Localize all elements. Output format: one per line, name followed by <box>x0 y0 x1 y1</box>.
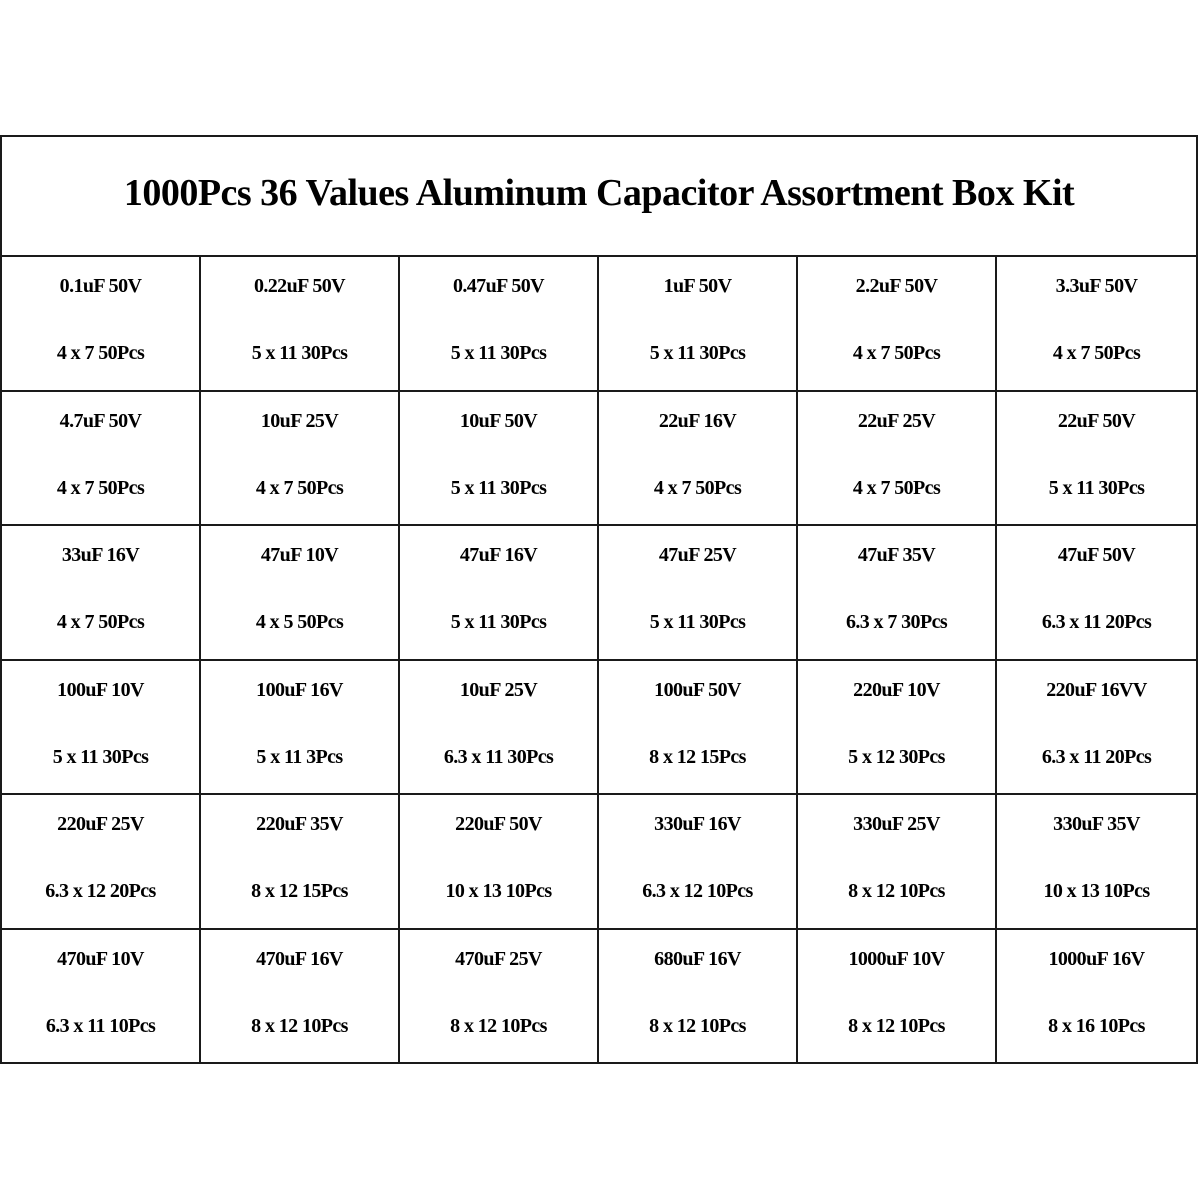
capacitor-cell <box>201 930 400 1065</box>
size-quantity-label: 5 x 12 30Pcs <box>848 745 945 768</box>
capacitance-voltage-label: 220uF 50V <box>455 813 542 835</box>
capacitance-voltage-label: 47uF 35V <box>857 544 936 566</box>
capacitor-cell <box>798 661 997 796</box>
capacitor-cell <box>997 392 1196 527</box>
capacitor-cell <box>201 392 400 527</box>
capacitor-cell <box>599 661 798 796</box>
capacitance-voltage-label: 0.22uF 50V <box>253 275 346 297</box>
capacitance-voltage-label: 220uF 35V <box>256 813 343 835</box>
capacitance-voltage-label: 47uF 50V <box>1057 544 1136 566</box>
capacitor-cell <box>798 257 997 392</box>
capacitor-cell <box>2 526 201 661</box>
capacitance-voltage-label: 33uF 16V <box>61 544 140 566</box>
capacitance-voltage-label: 330uF 25V <box>853 813 940 835</box>
capacitor-cell <box>997 526 1196 661</box>
capacitance-voltage-label: 47uF 16V <box>459 544 538 566</box>
capacitor-cell <box>798 930 997 1065</box>
capacitance-voltage-label: 10uF 25V <box>459 678 538 701</box>
size-quantity-label: 5 x 11 30Pcs <box>649 342 746 364</box>
size-quantity-label: 8 x 12 10Pcs <box>251 1014 348 1037</box>
capacitor-cell <box>599 526 798 661</box>
capacitor-cell <box>599 795 798 930</box>
size-quantity-label: 5 x 11 3Pcs <box>256 745 343 768</box>
capacitance-voltage-label: 220uF 16VV <box>1046 678 1147 701</box>
size-quantity-label: 8 x 12 10Pcs <box>848 880 945 902</box>
size-quantity-label: 8 x 12 10Pcs <box>848 1014 945 1037</box>
capacitance-voltage-label: 1000uF 10V <box>848 947 945 970</box>
capacitor-cell <box>997 795 1196 930</box>
capacitance-voltage-label: 330uF 16V <box>654 813 741 835</box>
capacitance-voltage-label: 47uF 10V <box>260 544 339 566</box>
capacitance-voltage-label: 220uF 10V <box>853 678 940 701</box>
title-row <box>2 137 1196 257</box>
size-quantity-label: 4 x 5 50Pcs <box>255 611 344 633</box>
size-quantity-label: 10 x 13 10Pcs <box>445 880 552 902</box>
capacitance-voltage-label: 10uF 25V <box>260 409 339 432</box>
capacitance-voltage-label: 0.1uF 50V <box>59 275 142 297</box>
size-quantity-label: 4 x 7 50Pcs <box>852 342 941 364</box>
size-quantity-label: 4 x 7 50Pcs <box>1052 342 1141 364</box>
size-quantity-label: 4 x 7 50Pcs <box>255 476 344 499</box>
capacitor-cell <box>400 526 599 661</box>
size-quantity-label: 4 x 7 50Pcs <box>56 342 145 364</box>
capacitor-cell <box>2 392 201 527</box>
capacitance-voltage-label: 2.2uF 50V <box>855 275 938 297</box>
size-quantity-label: 6.3 x 12 10Pcs <box>642 880 753 902</box>
capacitance-voltage-label: 220uF 25V <box>57 813 144 835</box>
size-quantity-label: 6.3 x 11 20Pcs <box>1041 745 1152 768</box>
size-quantity-label: 6.3 x 7 30Pcs <box>845 611 948 633</box>
capacitance-voltage-label: 330uF 35V <box>1053 813 1140 835</box>
size-quantity-label: 8 x 12 15Pcs <box>251 880 348 902</box>
capacitor-cell <box>2 257 201 392</box>
capacitor-cell <box>400 930 599 1065</box>
size-quantity-label: 4 x 7 50Pcs <box>852 476 941 499</box>
size-quantity-label: 8 x 12 10Pcs <box>649 1014 746 1037</box>
size-quantity-label: 5 x 11 30Pcs <box>649 611 746 633</box>
capacitance-voltage-label: 10uF 50V <box>459 409 538 432</box>
size-quantity-label: 5 x 11 30Pcs <box>450 611 547 633</box>
capacitor-cell <box>798 795 997 930</box>
capacitor-cell <box>400 795 599 930</box>
size-quantity-label: 6.3 x 11 10Pcs <box>45 1014 156 1037</box>
capacitor-cell <box>201 257 400 392</box>
capacitor-cell <box>997 257 1196 392</box>
capacitance-voltage-label: 100uF 10V <box>57 678 144 701</box>
table-title: 1000Pcs 36 Values Aluminum Capacitor Assortment Box Kit <box>123 172 1075 214</box>
size-quantity-label: 6.3 x 12 20Pcs <box>45 880 156 902</box>
size-quantity-label: 8 x 12 10Pcs <box>450 1014 547 1037</box>
size-quantity-label: 6.3 x 11 30Pcs <box>443 745 554 768</box>
size-quantity-label: 4 x 7 50Pcs <box>56 611 145 633</box>
capacitor-cell <box>798 526 997 661</box>
capacitor-cell <box>798 392 997 527</box>
capacitance-voltage-label: 4.7uF 50V <box>59 409 142 432</box>
size-quantity-label: 4 x 7 50Pcs <box>56 476 145 499</box>
size-quantity-label: 8 x 12 15Pcs <box>649 745 746 768</box>
capacitor-assortment-table <box>0 135 1198 1064</box>
capacitor-cell <box>997 930 1196 1065</box>
capacitance-voltage-label: 470uF 16V <box>256 947 343 970</box>
capacitance-voltage-label: 22uF 25V <box>857 409 936 432</box>
capacitor-cell <box>2 930 201 1065</box>
capacitance-voltage-label: 680uF 16V <box>654 947 741 970</box>
size-quantity-label: 5 x 11 30Pcs <box>52 745 149 768</box>
capacitance-voltage-label: 47uF 25V <box>658 544 737 566</box>
capacitor-cell <box>2 795 201 930</box>
capacitance-voltage-label: 100uF 16V <box>256 678 343 701</box>
capacitance-voltage-label: 470uF 10V <box>57 947 144 970</box>
capacitor-cell <box>400 661 599 796</box>
size-quantity-label: 5 x 11 30Pcs <box>1048 476 1145 499</box>
capacitance-voltage-label: 100uF 50V <box>654 678 741 701</box>
capacitance-voltage-label: 22uF 16V <box>658 409 737 432</box>
capacitor-cell <box>599 930 798 1065</box>
capacitance-voltage-label: 0.47uF 50V <box>452 275 545 297</box>
capacitance-voltage-label: 470uF 25V <box>455 947 542 970</box>
size-quantity-label: 5 x 11 30Pcs <box>450 476 547 499</box>
capacitor-cell <box>201 795 400 930</box>
size-quantity-label: 10 x 13 10Pcs <box>1043 880 1150 902</box>
capacitor-cell <box>201 526 400 661</box>
capacitor-cell <box>400 392 599 527</box>
capacitor-grid <box>2 257 1196 1064</box>
size-quantity-label: 5 x 11 30Pcs <box>450 342 547 364</box>
capacitor-cell <box>599 392 798 527</box>
capacitance-voltage-label: 1000uF 16V <box>1048 947 1145 970</box>
size-quantity-label: 6.3 x 11 20Pcs <box>1041 611 1152 633</box>
size-quantity-label: 4 x 7 50Pcs <box>653 476 742 499</box>
capacitor-cell <box>2 661 201 796</box>
size-quantity-label: 8 x 16 10Pcs <box>1048 1014 1145 1037</box>
capacitor-cell <box>400 257 599 392</box>
capacitance-voltage-label: 3.3uF 50V <box>1055 275 1138 297</box>
capacitor-cell <box>997 661 1196 796</box>
size-quantity-label: 5 x 11 30Pcs <box>251 342 348 364</box>
capacitor-cell <box>599 257 798 392</box>
capacitance-voltage-label: 22uF 50V <box>1057 409 1136 432</box>
capacitor-cell <box>201 661 400 796</box>
capacitance-voltage-label: 1uF 50V <box>663 275 732 297</box>
